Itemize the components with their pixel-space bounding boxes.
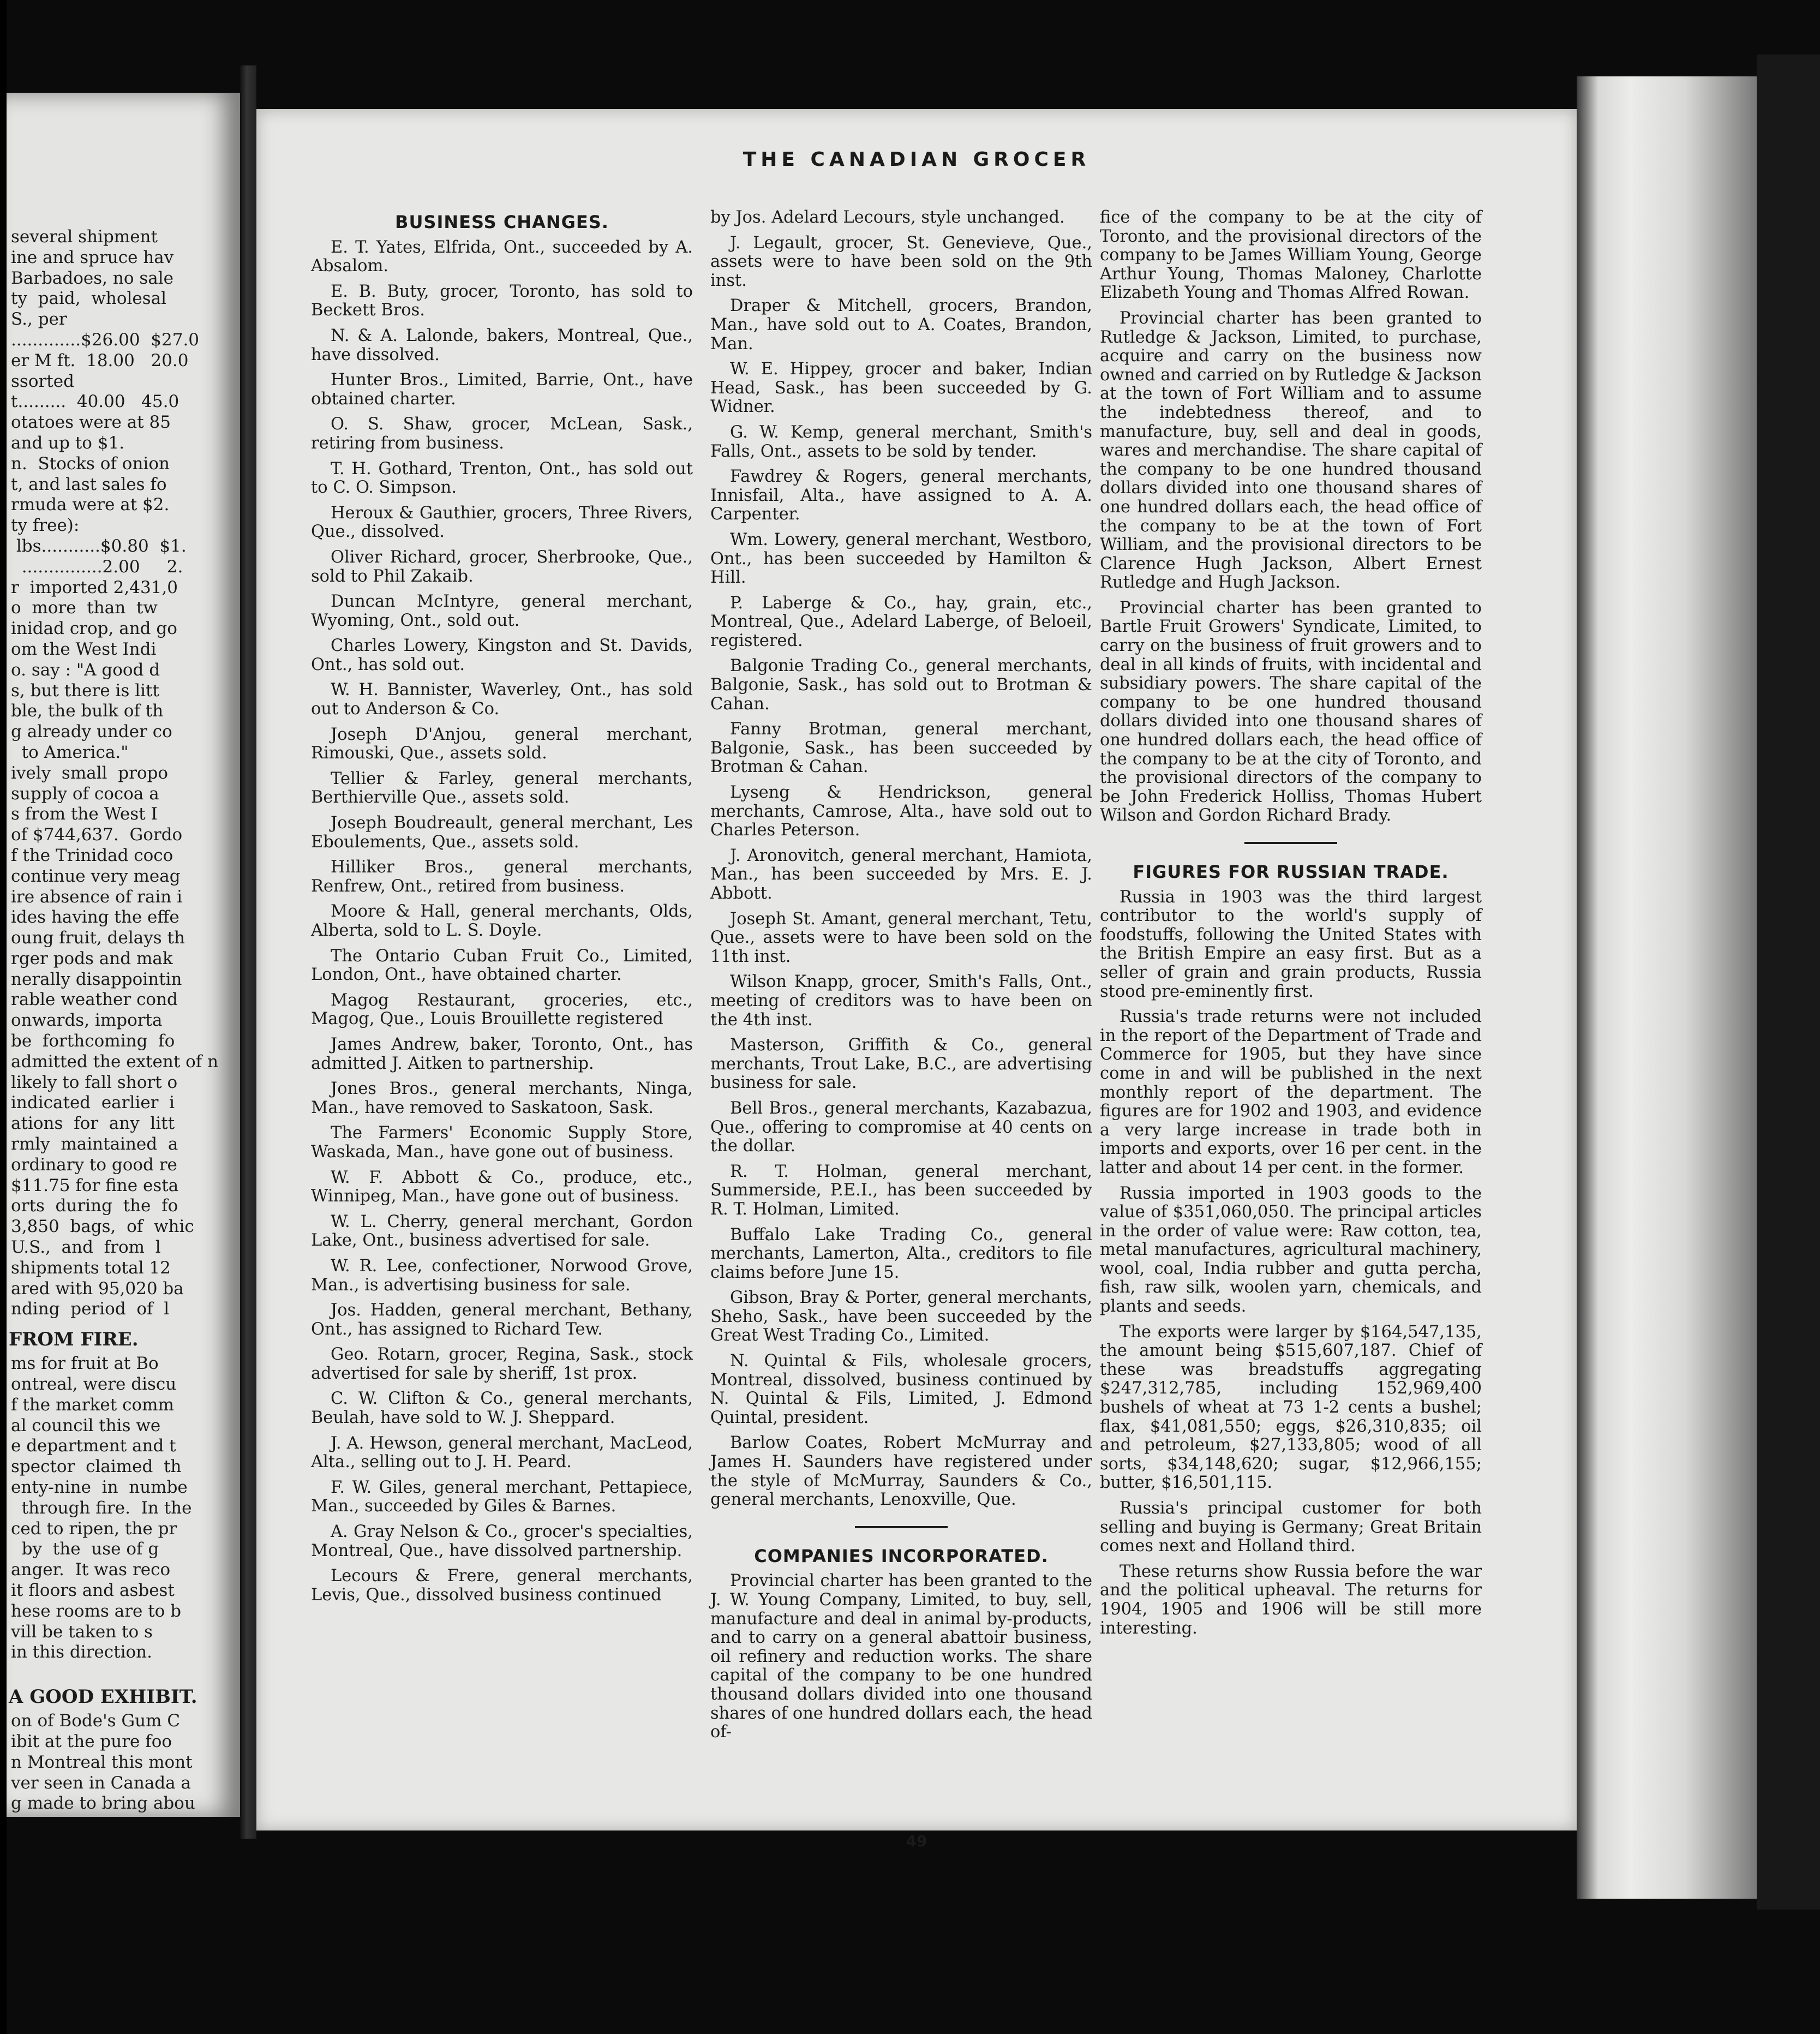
- left-page-line: by the use of g: [11, 1539, 159, 1559]
- left-page-line: supply of cocoa a: [11, 783, 159, 804]
- left-page-line: on of Bode's Gum C: [11, 1711, 181, 1731]
- business-change-entry: W. H. Bannister, Waverley, Ont., has sold out to Anderson & Co.: [311, 680, 693, 719]
- business-change-entry: Charles Lowery, Kingston and St. Davids, Ont., has sold out.: [311, 636, 693, 674]
- left-page-line: ty free):: [11, 516, 80, 536]
- left-page-line: ver seen in Canada a: [11, 1773, 191, 1793]
- left-page-line: U.S., and from l: [11, 1237, 161, 1258]
- left-page-line: ordinary to good re: [11, 1154, 177, 1175]
- business-change-entry: Fanny Brotman, general merchant, Balgonie, Sask., has been succeeded by Brotman & Cahan.: [710, 720, 1092, 777]
- business-change-entry: P. Laberge & Co., hay, grain, etc., Montreal, Que., Adelard Laberge, of Beloeil, registered.: [710, 593, 1092, 650]
- business-change-entry: Lyseng & Hendrickson, general merchants, Camrose, Alta., have sold out to Charles Peterson.: [710, 783, 1092, 840]
- business-change-entry: Masterson, Griffith & Co., general merchants, Trout Lake, B.C., are advertising business for sale.: [710, 1036, 1092, 1093]
- column-1: [311, 208, 693, 1611]
- left-page-line: nerally disappointin: [11, 969, 182, 989]
- left-page-line: ations for any litt: [11, 1114, 175, 1134]
- left-page-text-middle: [7, 1354, 240, 1663]
- left-page-line: rable weather cond: [11, 990, 178, 1010]
- business-change-entry: G. W. Kemp, general merchant, Smith's Falls, Ont., assets to be sold by tender.: [710, 422, 1092, 461]
- business-change-entry: Heroux & Gauthier, grocers, Three Rivers, Que., dissolved.: [311, 503, 693, 542]
- russian-trade-paragraph: Russia imported in 1903 goods to the value of $351,060,050. The principal articles in the order of value were: Raw cotton, tea, metal manufactures, agricultural machinery, wool, coal, India rubber and gutta percha, fish, raw silk, woolen yarn, chemicals, and plants and seeds.: [1100, 1183, 1482, 1317]
- business-change-entry: Fawdrey & Rogers, general merchants, Innisfail, Alta., have assigned to A. A. Carpenter.: [710, 467, 1092, 524]
- business-change-entry: F. W. Giles, general merchant, Pettapiece, Man., succeeded by Giles & Barnes.: [311, 1477, 693, 1516]
- left-page-line: continue very meag: [11, 866, 181, 886]
- left-page-line: ontreal, were discu: [11, 1374, 177, 1395]
- business-change-entry: Jos. Hadden, general merchant, Bethany, Ont., has assigned to Richard Tew.: [311, 1301, 693, 1339]
- left-page-line: oung fruit, delays th: [11, 928, 185, 948]
- russian-trade-paragraph: Russia in 1903 was the third largest contributor to the world's supply of foodstuffs, following the United States with the British Empire an easy first. But as a seller of grain and grain products, Russia stood pre-eminently first.: [1100, 887, 1482, 1001]
- left-page-line: inidad crop, and go: [11, 619, 177, 639]
- business-change-entry: Wilson Knapp, grocer, Smith's Falls, Ont., meeting of creditors was to have been on the 4th inst.: [710, 972, 1092, 1030]
- left-page-line: ms for fruit at Bo: [11, 1354, 159, 1374]
- left-heading-exhibit: A GOOD EXHIBIT.: [9, 1686, 197, 1708]
- business-change-entry: Balgonie Trading Co., general merchants, Balgonie, Sask., has sold out to Brotman & Cahan.: [710, 656, 1092, 714]
- russian-trade-paragraph: Russia's principal customer for both selling and buying is Germany; Great Britain comes next and Holland third.: [1100, 1499, 1482, 1556]
- business-change-entry: The Farmers' Economic Supply Store, Waskada, Man., have gone out of business.: [311, 1123, 693, 1162]
- left-page-line: ced to ripen, the pr: [11, 1518, 177, 1539]
- left-page-line: 3,850 bags, of whic: [11, 1217, 194, 1237]
- column-2: [710, 208, 1092, 1749]
- left-page-line: ared with 95,020 ba: [11, 1278, 184, 1299]
- russian-trade-paragraph: Russia's trade returns were not included in the report of the Department of Trade and Commerce for 1905, but they have since come in and will be published in the next monthly report of the department. The figures are for 1902 and 1903, and evidence a very large increase in trade both in imports and exports, over 16 per cent. in the latter and about 14 per cent. in the former.: [1100, 1007, 1482, 1177]
- left-page-line: o more than tw: [11, 598, 158, 618]
- left-page-line: g already under co: [11, 722, 172, 742]
- section-divider: [1244, 842, 1337, 844]
- business-change-entry: C. W. Clifton & Co., general merchants, Beulah, have sold to W. J. Sheppard.: [311, 1389, 693, 1428]
- business-change-entry: Tellier & Farley, general merchants, Berthierville Que., assets sold.: [311, 769, 693, 807]
- left-page-line: S., per: [11, 309, 67, 330]
- left-page-line: in this direction.: [11, 1642, 152, 1662]
- business-change-entry: R. T. Holman, general merchant, Summerside, P.E.I., has been succeeded by R. T. Holman, Limited.: [710, 1162, 1092, 1219]
- left-page-line: spector claimed th: [11, 1457, 182, 1477]
- left-page-text-bottom: [7, 1711, 240, 1814]
- business-change-entry: J. A. Hewson, general merchant, MacLeod, Alta., selling out to J. H. Peard.: [311, 1433, 693, 1472]
- left-page-line: e department and t: [11, 1436, 176, 1456]
- section-divider: [855, 1526, 948, 1528]
- business-change-entry: T. H. Gothard, Trenton, Ont., has sold out to C. O. Simpson.: [311, 459, 693, 498]
- left-page-line: it floors and asbest: [11, 1581, 175, 1600]
- business-change-entry: W. R. Lee, confectioner, Norwood Grove, Man., is advertising business for sale.: [311, 1256, 693, 1295]
- main-page: [256, 109, 1577, 1850]
- business-change-entry: Geo. Rotarn, grocer, Regina, Sask., stock advertised for sale by sheriff, 1st prox.: [311, 1345, 693, 1383]
- business-change-entry: W. E. Hippey, grocer and baker, Indian Head, Sask., has been succeeded by G. Widner.: [710, 360, 1092, 417]
- scan-border-left: [0, 0, 7, 2034]
- business-change-entry: Moore & Hall, general merchants, Olds, Alberta, sold to L. S. Doyle.: [311, 902, 693, 940]
- left-page-line: and up to $1.: [11, 433, 125, 453]
- business-change-entry: Wm. Lowery, general merchant, Westboro, Ont., has been succeeded by Hamilton & Hill.: [710, 530, 1092, 588]
- left-page-line: enty-nine in numbe: [11, 1477, 188, 1498]
- business-change-entry: N. Quintal & Fils, wholesale grocers, Montreal, dissolved, business continued by N. Quintal & Fils, Limited, J. Edmond Quintal, president.: [710, 1351, 1092, 1427]
- business-change-entry: Joseph St. Amant, general merchant, Tetu, Que., assets were to have been sold on the 11th inst.: [710, 909, 1092, 966]
- business-change-entry: Jones Bros., general merchants, Ninga, Man., have removed to Saskatoon, Sask.: [311, 1079, 693, 1117]
- company-paragraph: Provincial charter has been granted to Rutledge & Jackson, Limited, to purchase, acquire and carry on the business now owned and carried on by Rutledge & Jackson at the town of Fort William and to assume the indebtedness thereof, and to manufacture, buy, sell and deal in goods, wares and merchandise. The share capital of the company to be one hundred thousand dollars divided into one thousand shares of one hundred dollars each, the head office of the company to be at the town of Fort William, and the provisional directors to be Clarence Hugh Jackson, Albert Ernest Rutledge and Hugh Jackson.: [1100, 308, 1482, 593]
- left-page-line: s, but there is litt: [11, 680, 159, 701]
- business-change-entry: by Jos. Adelard Lecours, style unchanged.: [710, 208, 1065, 227]
- left-heading-fire: FROM FIRE.: [9, 1329, 139, 1351]
- left-page-line: n. Stocks of onion: [11, 453, 170, 474]
- business-change-entry: Duncan McIntyre, general merchant, Wyoming, Ont., sold out.: [311, 592, 693, 630]
- left-page-line: t......... 40.00 45.0: [11, 392, 179, 412]
- company-paragraph: Provincial charter has been granted to Bartle Fruit Growers' Syndicate, Limited, to carry on the business of fruit growers and to deal in all kinds of fruits, with incidental and subsidiary powers. The share capital of the company to be one hundred thousand dollars divided into one thousand shares of one hundred dollars each, the head office of the company to be at the city of Toronto, and the provisional directors of the company to be John Frederick Holliss, Thomas Hubert Wilson and Gordon Richard Brady.: [1100, 598, 1482, 825]
- left-page-line: shipments total 12: [11, 1258, 171, 1278]
- company-paragraph: fice of the company to be at the city of Toronto, and the provisional directors of the company to be James William Young, George Arthur Young, Thomas Maloney, Charlotte Elizabeth Young and Thomas Alfred Rowan.: [1100, 208, 1482, 303]
- business-change-entry: Draper & Mitchell, grocers, Brandon, Man., have sold out to A. Coates, Brandon, Man.: [710, 296, 1092, 354]
- business-change-entry: Buffalo Lake Trading Co., general merchants, Lamerton, Alta., creditors to file claims before June 15.: [710, 1225, 1092, 1282]
- page-number: 49: [906, 1832, 927, 1850]
- business-change-entry: The Ontario Cuban Fruit Co., Limited, London, Ont., have obtained charter.: [311, 946, 693, 985]
- left-page-fragment: [7, 93, 240, 1817]
- business-change-entry: O. S. Shaw, grocer, McLean, Sask., retiring from business.: [311, 415, 693, 453]
- left-page-line: o. say : "A good d: [11, 660, 160, 680]
- left-page-line: al council this we: [11, 1415, 161, 1435]
- business-change-entry: Oliver Richard, grocer, Sherbrooke, Que., sold to Phil Zakaib.: [311, 547, 693, 586]
- business-change-entry: N. & A. Lalonde, bakers, Montreal, Que., have dissolved.: [311, 326, 693, 364]
- left-page-line: f the Trinidad coco: [11, 845, 173, 865]
- left-page-line: rmuda were at $2.: [11, 495, 170, 515]
- left-page-line: ty paid, wholesal: [11, 289, 167, 309]
- left-page-line: r imported 2,431,0: [11, 577, 178, 597]
- companies-paragraph: Provincial charter has been granted to the J. W. Young Company, Limited, to buy, sell, manufacture and deal in animal by-products, and to carry on a general abattoir business, oil refinery and reduction works. The share capital of the company to be one hundred thousand dollars divided into one thousand shares of one hundred dollars each, the head of-: [710, 1571, 1092, 1742]
- left-page-line: om the West Indi: [11, 639, 157, 659]
- book-gutter: [240, 65, 256, 1839]
- left-page-line: indicated earlier i: [11, 1093, 175, 1113]
- business-change-entry: Barlow Coates, Robert McMurray and James H. Saunders have registered under the style of McMurray, Saunders & Co., general merchants, Lenoxville, Que.: [710, 1433, 1092, 1510]
- business-change-entry: Lecours & Frere, general merchants, Levis, Que., dissolved business continued: [311, 1566, 693, 1605]
- left-page-line: .............$26.00 $27.0: [11, 330, 200, 350]
- left-page-line: ...............2.00 2.: [11, 557, 183, 577]
- russian-trade-paragraph: The exports were larger by $164,547,135, the amount being $515,607,187. Chief of these was breadstuffs aggregating $247,312,785, including 152,969,400 bushels of wheat at 73 1-2 cents a bushel; flax, $41,081,550; eggs, $26,310,835; oil and petroleum, $27,133,805; wood of all sorts, $34,148,620; sugar, $12,966,155; butter, $16,501,115.: [1100, 1322, 1482, 1493]
- companies-continued: [1100, 208, 1482, 825]
- left-page-line: rger pods and mak: [11, 948, 173, 968]
- left-page-line: of $744,637. Gordo: [11, 825, 183, 845]
- business-change-entry: W. F. Abbott & Co., produce, etc., Winnipeg, Man., have gone out of business.: [311, 1168, 693, 1206]
- business-change-entry: Hilliker Bros., general merchants, Renfrew, Ont., retired from business.: [311, 858, 693, 896]
- business-change-entry: E. B. Buty, grocer, Toronto, has sold to Beckett Bros.: [311, 282, 693, 320]
- left-page-line: s from the West I: [11, 804, 158, 824]
- running-head: THE CANADIAN GROCER: [743, 148, 1091, 171]
- business-change-entry: J. Legault, grocer, St. Genevieve, Que., assets were to have been sold on the 9th inst.: [710, 233, 1092, 290]
- left-page-line: be forthcoming fo: [11, 1031, 175, 1051]
- left-page-line: ides having the effe: [11, 907, 179, 928]
- business-change-entry: E. T. Yates, Elfrida, Ont., succeeded by A. Absalom.: [311, 237, 693, 276]
- business-changes-list-1: [311, 238, 693, 1605]
- left-page-line: admitted the extent of n: [11, 1051, 219, 1072]
- business-change-entry: Gibson, Bray & Porter, general merchants, Sheho, Sask., have been succeeded by the Great West Trading Co., Limited.: [710, 1288, 1092, 1345]
- left-page-line: nding period of l: [11, 1299, 170, 1319]
- right-page-edges: [1577, 76, 1757, 1899]
- left-page-line: ire absence of rain i: [11, 887, 182, 907]
- left-page-line: otatoes were at 85: [11, 412, 171, 433]
- left-page-line: t, and last sales fo: [11, 474, 167, 494]
- left-page-line: to America.": [11, 742, 129, 762]
- left-page-line: likely to fall short o: [11, 1072, 178, 1092]
- business-change-entry: Magog Restaurant, groceries, etc., Magog, Que., Louis Brouillette registered: [311, 990, 693, 1029]
- russian-trade-paragraph: These returns show Russia before the war and the political upheaval. The returns for 1904, 1905 and 1906 will be still more interesting.: [1100, 1562, 1482, 1638]
- russian-trade-text: [1100, 888, 1482, 1638]
- left-page-line: rmly maintained a: [11, 1134, 178, 1154]
- left-page-line: several shipment: [11, 227, 158, 247]
- left-page-line: ble, the bulk of th: [11, 701, 164, 721]
- left-page-line: n Montreal this mont: [11, 1752, 193, 1772]
- left-page-text-top: [7, 227, 240, 1320]
- left-page-line: onwards, importa: [11, 1010, 163, 1031]
- left-page-line: Barbadoes, no sale: [11, 268, 174, 288]
- business-change-entry: James Andrew, baker, Toronto, Ont., has admitted J. Aitken to partnership.: [311, 1034, 693, 1073]
- business-change-entry: W. L. Cherry, general merchant, Gordon Lake, Ont., business advertised for sale.: [311, 1212, 693, 1251]
- left-page-line: $11.75 for fine esta: [11, 1175, 179, 1195]
- column-3: [1100, 208, 1482, 1644]
- left-page-line: vill be taken to s: [11, 1622, 153, 1642]
- scan-border-right: [1757, 55, 1820, 1910]
- left-page-line: anger. It was reco: [11, 1560, 171, 1580]
- business-changes-heading: BUSINESS CHANGES.: [395, 212, 609, 232]
- left-page-line: ibit at the pure foo: [11, 1731, 172, 1751]
- left-page-line: ively small propo: [11, 763, 169, 783]
- business-change-entry: Hunter Bros., Limited, Barrie, Ont., have obtained charter.: [311, 370, 693, 409]
- left-page-line: f the market comm: [11, 1395, 174, 1415]
- business-change-entry: J. Aronovitch, general merchant, Hamiota, Man., has been succeeded by Mrs. E. J. Abbott.: [710, 846, 1092, 903]
- left-page-line: lbs...........$0.80 $1.: [11, 536, 187, 556]
- left-page-line: g made to bring abou: [11, 1793, 195, 1814]
- russian-trade-heading: FIGURES FOR RUSSIAN TRADE.: [1133, 862, 1449, 882]
- business-change-entry: Joseph Boudreault, general merchant, Les Eboulements, Que., assets sold.: [311, 813, 693, 852]
- left-page-line: er M ft. 18.00 20.0: [11, 350, 189, 370]
- left-page-line: orts during the fo: [11, 1196, 178, 1216]
- left-page-line: ine and spruce hav: [11, 247, 174, 267]
- left-page-line: hese rooms are to b: [11, 1601, 182, 1621]
- companies-incorporated-heading: COMPANIES INCORPORATED.: [754, 1545, 1049, 1566]
- left-page-line: through fire. In the: [11, 1498, 192, 1518]
- left-page-line: ssorted: [11, 371, 74, 391]
- business-changes-list-2: [710, 208, 1092, 1510]
- business-change-entry: Bell Bros., general merchants, Kazabazua, Que., offering to compromise at 40 cents on the dollar.: [710, 1098, 1092, 1156]
- business-change-entry: Joseph D'Anjou, general merchant, Rimouski, Que., assets sold.: [311, 725, 693, 763]
- business-change-entry: A. Gray Nelson & Co., grocer's specialties, Montreal, Que., have dissolved partnership.: [311, 1522, 693, 1560]
